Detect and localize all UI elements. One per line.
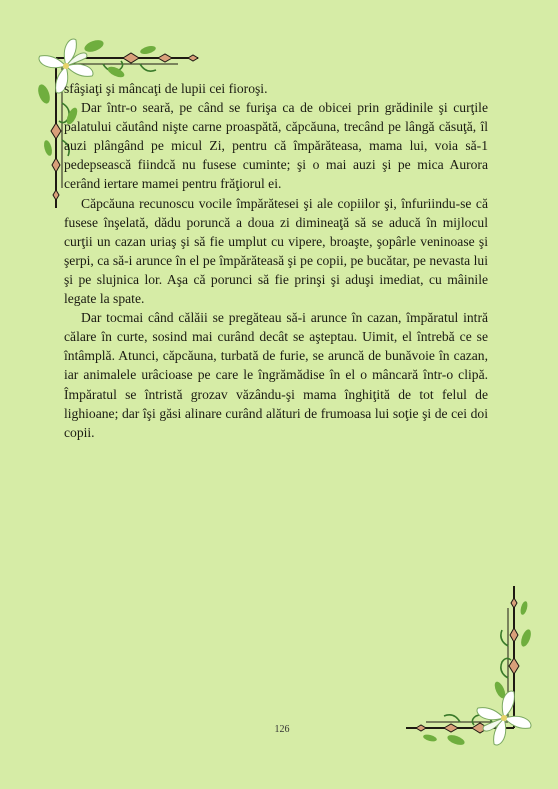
page-number: 126 <box>274 724 290 735</box>
story-text <box>64 79 488 442</box>
paragraph: Dar într-o seară, pe când se furişa ca de obicei prin grădinile şi curţile palatului căutând nişte carne proaspătă, căpcăuna, trecând pe lângă căsuţă, îl auzi plângând pe micul Zi, pentru că împărăteasa, mama lui, voia să-1 pedepsească fiindcă nu fusese cuminte; şi o mai auzi şi pe mica Aurora cerând iertare mamei pentru frăţiorul ei. <box>64 100 488 192</box>
paragraph: sfâşiaţi şi mâncaţi de lupii cei fioroşi. <box>64 81 268 96</box>
paragraph: Căpcăuna recunoscu vocile împărătesei şi ale copiilor şi, înfuriindu-se că fusese înşelată, dădu poruncă a doua zi dimineaţă să se aducă în mijlocul curţii un cazan uriaş şi să fie umplut cu vipere, broaşte, şopârle veninoase şi şerpi, ca să-i arunce în el pe împărăteasă şi pe copii, pe bucătar, pe nevasta lui şi pe slujnica lor. Aşa că porunci să fie prinşi şi aduşi imediat, cu mâinile legate la spate. <box>64 195 488 307</box>
vine-icon <box>406 586 519 733</box>
corner-ornament-bottom-right <box>396 578 546 768</box>
paragraph: Dar tocmai când călăii se pregăteau să-i arunce în cazan, împăratul intră călare în curte, sosind mai curând decât se aşteptau. Uimit, el întrebă ce se întâmplă. Atunci, căpcăuna, turbată de furie, se aruncă de bunăvoie în cazan, iar animalele urâcioase pe care le îngrămădise în el o mâncară într-o clipă. Împăratul se întristă grozav văzându-şi mama înghiţită de tot felul de lighioane; dar îşi găsi alinare curând alături de frumoasa lui soţie şi de cei doi copii. <box>64 310 488 440</box>
lily-flower-icon <box>477 691 531 745</box>
